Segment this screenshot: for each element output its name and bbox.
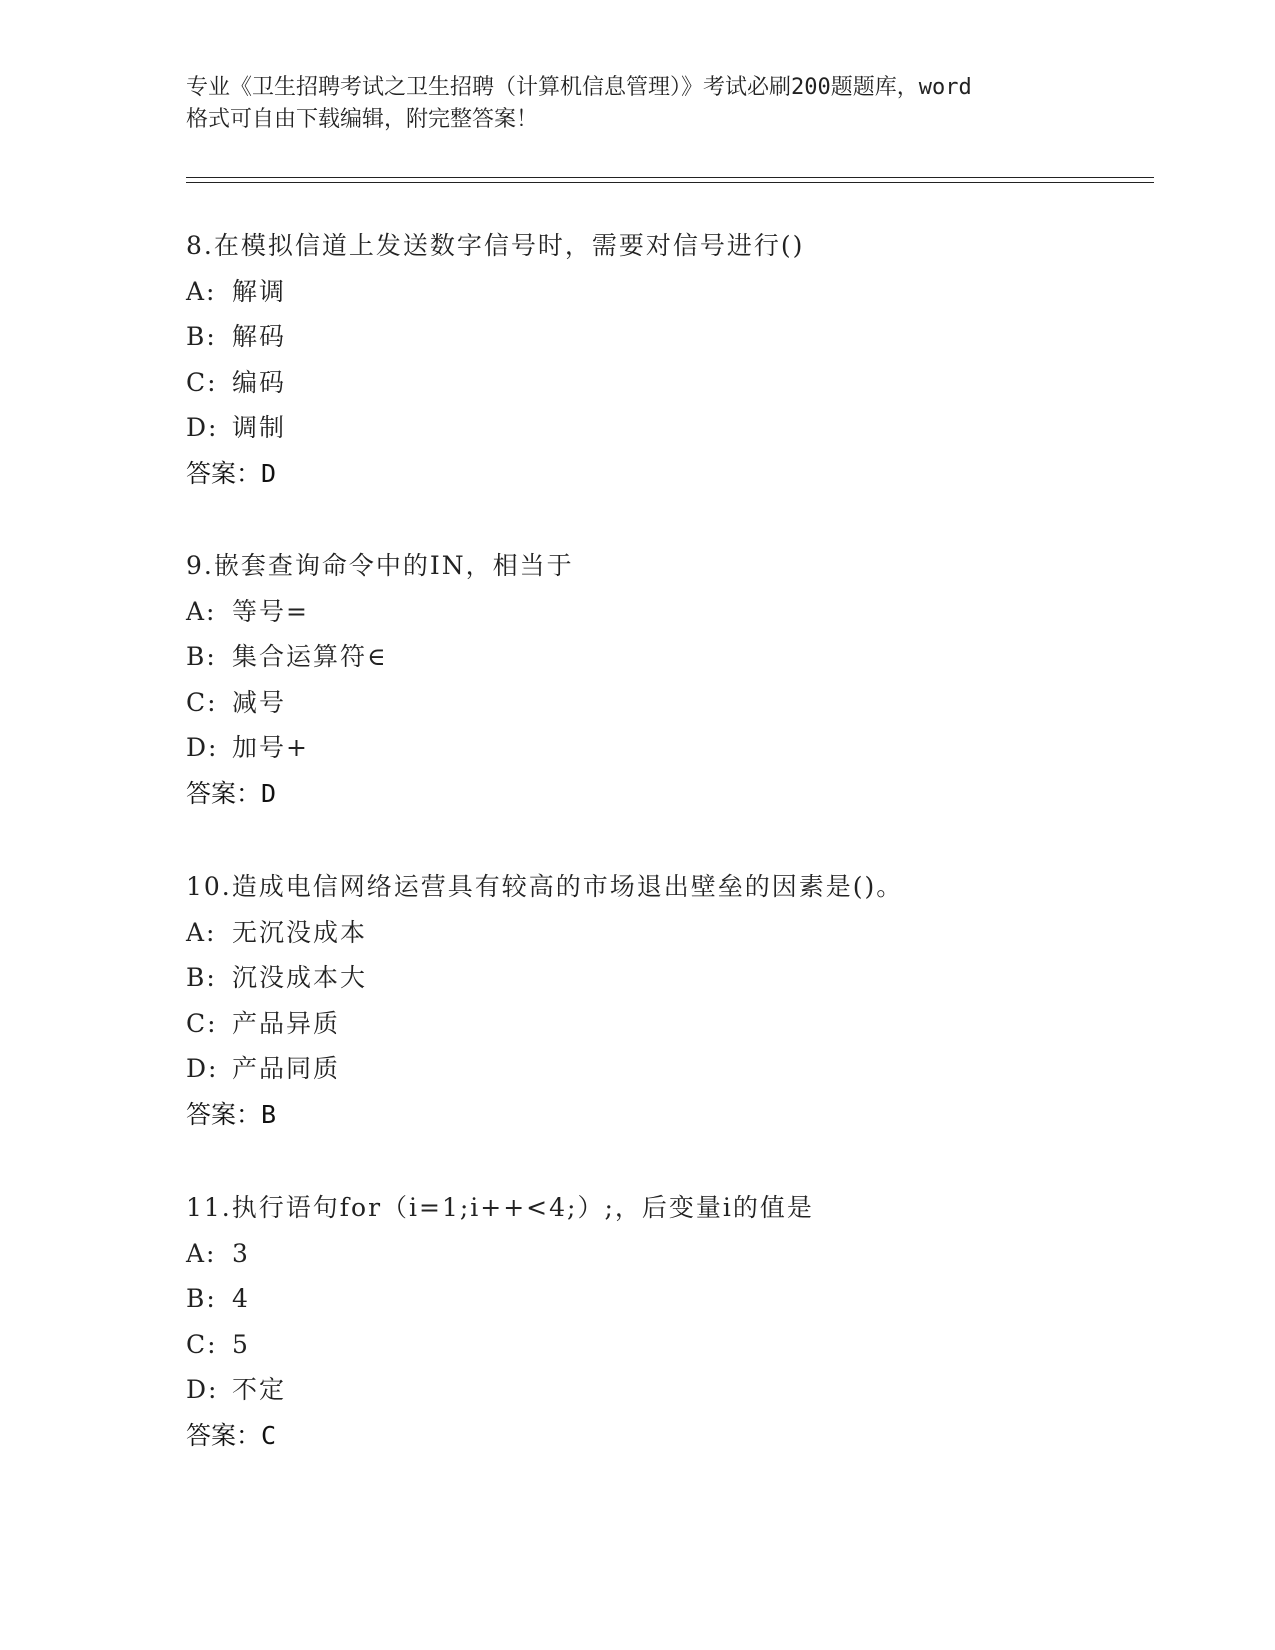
option-text: 沉没成本大 — [232, 963, 368, 992]
option-a — [186, 269, 1186, 315]
option-b — [186, 634, 1186, 680]
option-d — [186, 1046, 1186, 1092]
option-letter: B: — [186, 963, 217, 992]
question-11 — [186, 1185, 1186, 1458]
question-9 — [186, 543, 1186, 816]
option-text: 4 — [232, 1284, 250, 1313]
option-text: 加号+ — [232, 733, 309, 762]
option-text: 等号= — [232, 596, 309, 626]
question-title: 9.嵌套查询命令中的IN，相当于 — [186, 551, 574, 580]
question-8 — [186, 223, 1186, 496]
option-letter: B: — [186, 642, 217, 671]
option-text: 产品异质 — [232, 1008, 341, 1038]
option-letter: D: — [186, 413, 219, 442]
option-text: 3 — [232, 1238, 250, 1268]
option-text: 无沉没成本 — [232, 917, 368, 947]
option-c — [186, 1322, 1186, 1368]
header-title-line-2: 格式可自由下载编辑，附完整答案！ — [186, 107, 539, 132]
option-letter: B: — [186, 322, 217, 351]
option-text: 5 — [232, 1329, 250, 1359]
question-title: 8.在模拟信道上发送数字信号时，需要对信号进行() — [186, 231, 805, 260]
option-a — [186, 1231, 1186, 1277]
option-a — [186, 589, 1186, 635]
option-text: 编码 — [232, 367, 287, 397]
question-title: 10.造成电信网络运营具有较高的市场退出壁垒的因素是()。 — [186, 872, 904, 901]
option-d — [186, 725, 1186, 771]
option-letter: A: — [186, 596, 217, 626]
option-b — [186, 955, 1186, 1001]
option-d — [186, 405, 1186, 451]
option-letter: D: — [186, 733, 219, 762]
header-divider-top — [186, 177, 1154, 178]
option-letter: A: — [186, 276, 217, 306]
answer-line: 答案：D — [186, 458, 277, 488]
option-text: 解调 — [232, 276, 287, 306]
question-10 — [186, 864, 1186, 1137]
answer-line: 答案：B — [186, 1099, 277, 1129]
option-text: 产品同质 — [232, 1054, 341, 1083]
option-d — [186, 1367, 1186, 1413]
option-letter: D: — [186, 1054, 219, 1083]
option-text: 调制 — [232, 413, 287, 442]
option-a — [186, 910, 1186, 956]
option-b — [186, 1276, 1186, 1322]
option-text: 集合运算符∈ — [232, 642, 388, 671]
answer-line: 答案：D — [186, 778, 277, 808]
option-letter: C: — [186, 1329, 218, 1359]
answer-line: 答案：C — [186, 1420, 277, 1450]
option-text: 解码 — [232, 322, 287, 351]
option-c — [186, 360, 1186, 406]
option-letter: A: — [186, 1238, 217, 1268]
option-c — [186, 680, 1186, 726]
option-c — [186, 1001, 1186, 1047]
option-letter: C: — [186, 687, 218, 717]
option-b — [186, 314, 1186, 360]
option-text: 减号 — [232, 687, 287, 717]
option-text: 不定 — [232, 1375, 287, 1404]
option-letter: C: — [186, 1008, 218, 1038]
question-title: 11.执行语句for（i=1;i++<4;）;，后变量i的值是 — [186, 1193, 814, 1222]
option-letter: C: — [186, 367, 218, 397]
option-letter: B: — [186, 1284, 217, 1313]
option-letter: D: — [186, 1375, 219, 1404]
option-letter: A: — [186, 917, 217, 947]
header-divider-bottom — [186, 182, 1154, 183]
document-header — [186, 72, 1086, 136]
header-title-line-1: 专业《卫生招聘考试之卫生招聘（计算机信息管理）》考试必刷200题题库，word — [186, 75, 972, 100]
